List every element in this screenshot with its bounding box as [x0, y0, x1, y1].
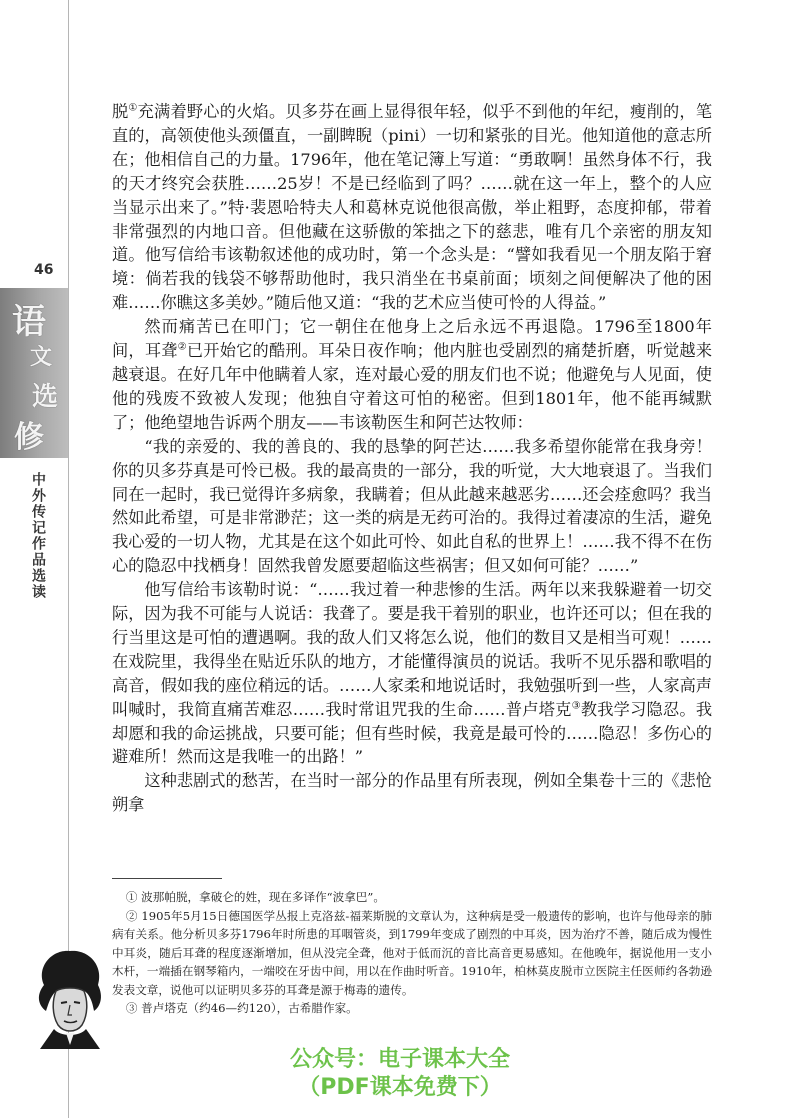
side-tab-char-4: 修 [14, 420, 44, 455]
book-series-title: 中外传记作品选读 [30, 472, 46, 600]
body-text [112, 100, 712, 817]
footnotes [112, 888, 712, 1018]
footnote-marker-2: ② [177, 341, 187, 353]
paragraph-1-rest: 充满着野心的火焰。贝多芬在画上显得很年轻，似乎不到他的年纪，瘦削的，笔直的，高领使他头颈僵直，一副睥睨（pini）一切和紧张的目光。他知道他的意志所在；他相信自己的力量。1796年，他在笔记簿上写道：“勇敢啊！虽然身体不行，我的天才终究会获胜……25岁！不是已经临到了吗？……就在这一年上，整个的人应当显示出来了。”特·裴恩哈特夫人和葛林克说他很高傲，举止粗野，态度抑郁，带着非常强烈的内地口音。但他藏在这骄傲的笨拙之下的慈悲，唯有几个亲密的朋友知道。他写信给韦该勒叙述他的成功时，第一个念头是：“譬如我看见一个朋友陷于窘境：倘若我的钱袋不够帮助他时，我只消坐在书桌前面；顷刻之间便解决了他的困难……你瞧这多美妙。”随后他又道：“我的艺术应当使可怜的人得益。” [112, 102, 713, 313]
paragraph-1-start: 脱 [112, 102, 129, 121]
watermark [0, 1046, 800, 1102]
footnote-1: ① 波那帕脱，拿破仑的姓，现在多译作“波拿巴”。 [125, 890, 385, 904]
footnote-3: ③ 普卢塔克（约46—约120），古希腊作家。 [125, 1001, 358, 1015]
paragraph-2 [112, 315, 712, 435]
side-tab-char-3: 选 [32, 382, 59, 412]
paragraph-2-start: 然而痛苦已在叩门；它一朝住在他身上之后永远不再退隐。1796至1800年间，耳聋 [112, 317, 712, 361]
paragraph-2-rest: 已开始它的酷刑。耳朵日夜作响；他内脏也受剧烈的痛楚折磨，听觉越来越衰退。在好几年中他瞒着人家，连对最心爱的朋友们也不说；他避免与人见面，使他的残废不致被人发现；他独自守着这可怕的秘密。但到1801年，他不能再缄默了；他绝望地告诉两个朋友——韦该勒医生和阿芒达牧师： [112, 341, 713, 432]
paragraph-5: 这种悲剧式的愁苦，在当时一部分的作品里有所表现，例如全集卷十三的《悲怆朔拿 [112, 771, 712, 815]
footnote-separator [112, 878, 222, 879]
side-tab-char-1: 语 [12, 302, 46, 342]
footnote-marker-1: ① [128, 102, 138, 114]
watermark-line-1: 公众号：电子课本大全 [289, 1047, 510, 1072]
side-tab-char-2: 文 [30, 344, 53, 370]
paragraph-4-rest: 教我学习隐忍。我却愿和我的命运挑战，只要可能；但有些时候，我竟是最可怜的……隐忍！多伤心的避难所！然而这是我唯一的出路！” [112, 699, 713, 767]
footnote-2: ② 1905年5月15日德国医学丛报上克洛兹-福莱斯脱的文章认为，这种病是受一般遗传的影响，也许与他母亲的肺病有关系。他分析贝多芬1796年时所患的耳咽管炎，到1799年变成了剧烈的中耳炎，因为治疗不善，随后成为慢性中耳炎，随后耳聋的程度逐渐增加，但从没完全聋，他对于低而沉的音比高音更易感知。在他晚年，据说他用一支小木杆，一端插在钢琴箱内，一端咬在牙齿中间，用以在作曲时听音。1910年，柏林莫皮脱市立医院主任医师约各勃逊发表文章，说他可以证明贝多芬的耳聋是源于梅毒的遗传。 [112, 908, 712, 997]
paragraph-4-start: 他写信给韦该勒时说：“……我过着一种悲惨的生活。两年以来我躲避着一切交际，因为我不可能与人说话：我聋了。要是我干着别的职业，也许还可以；但在我的行当里这是可怕的遭遇啊。我的敌人们又将怎么说，他们的数目又是相当可观！……在戏院里，我得坐在贴近乐队的地方，才能懂得演员的说话。我听不见乐器和歌唱的高音，假如我的座位稍远的话。……人家柔和地说话时，我勉强听到一些，人家高声叫喊时，我简直痛苦难忍……我时常诅咒我的生命……普卢塔克 [112, 580, 712, 719]
beethoven-portrait-icon [30, 945, 110, 1050]
footnote-marker-3: ③ [571, 700, 581, 712]
watermark-line-2: （PDF课本免费下） [298, 1075, 502, 1100]
paragraph-3-letter: “我的亲爱的、我的善良的、我的恳挚的阿芒达……我多希望你能常在我身旁！你的贝多芬真是可怜已极。我的最高贵的一部分，我的听觉，大大地衰退了。当我们同在一起时，我已觉得许多病象，我瞒着；但从此越来越恶劣……还会痊愈吗？我当然如此希望，可是非常渺茫；这一类的病是无药可治的。我得过着凄凉的生活，避免我心爱的一切人物，尤其是在这个如此可怜、如此自私的世界上！……我不得不在伤心的隐忍中找栖身！固然我曾发愿要超临这些祸害；但又如何可能？……” [112, 436, 712, 576]
paragraph-4 [112, 578, 712, 769]
page-number: 46 [34, 262, 54, 278]
paragraph-1 [112, 100, 712, 315]
section-side-tab [0, 288, 68, 458]
